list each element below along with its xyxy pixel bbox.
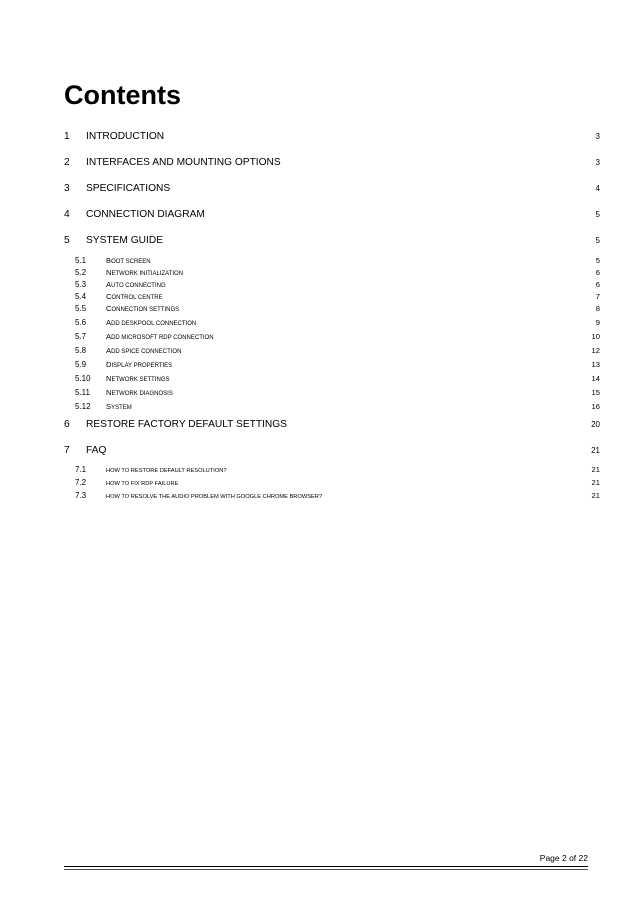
toc-page: 12: [591, 346, 600, 355]
toc-entry-display-properties[interactable]: [0, 360, 638, 371]
toc-label: AUTO CONNECTING: [106, 280, 166, 289]
toc-number: 5.10: [75, 374, 91, 383]
page-number: Page 2 of 22: [539, 853, 588, 863]
toc-number: 7.3: [75, 491, 87, 500]
toc-page: 21: [591, 478, 600, 487]
toc-entry-faq-audio-chrome[interactable]: [0, 491, 638, 502]
toc-label: CONTROL CENTRE: [106, 292, 163, 301]
footer-divider-secondary: [64, 869, 588, 870]
toc-number: 3: [64, 183, 70, 194]
toc-page: 9: [595, 318, 600, 327]
toc-page: 14: [591, 374, 600, 383]
toc-entry-auto-connecting[interactable]: [0, 280, 638, 291]
toc-label: HOW TO FIX RDP FAILURE: [106, 481, 179, 487]
toc-entry-restore-factory[interactable]: [0, 419, 638, 433]
toc-label: SYSTEM GUIDE: [86, 235, 163, 246]
toc-number: 5.2: [75, 268, 87, 277]
toc-number: 7: [64, 445, 70, 456]
toc-page: 21: [591, 465, 600, 474]
toc-number: 1: [64, 131, 70, 142]
toc-label: NETWORK DIAGNOSIS: [106, 388, 173, 397]
toc-page: 5: [595, 210, 600, 219]
toc-page: 6: [595, 268, 600, 277]
toc-label: HOW TO RESTORE DEFAULT RESOLUTION?: [106, 468, 227, 474]
toc-page: 16: [591, 402, 600, 411]
toc-entry-network-initialization[interactable]: [0, 268, 638, 279]
toc-number: 5.8: [75, 346, 87, 355]
toc-page: 7: [595, 292, 600, 301]
toc-number: 5.11: [75, 388, 90, 397]
toc-entry-network-diagnosis[interactable]: [0, 388, 638, 399]
toc-label: NETWORK SETTINGS: [106, 374, 170, 383]
toc-entry-network-settings[interactable]: [0, 374, 638, 385]
toc-entry-faq[interactable]: [0, 445, 638, 459]
toc-label: RESTORE FACTORY DEFAULT SETTINGS: [86, 419, 287, 430]
toc-entry-introduction[interactable]: [0, 131, 638, 145]
toc-number: 5.9: [75, 360, 87, 369]
toc-entry-add-deskpool-connection[interactable]: [0, 318, 638, 329]
toc-entry-add-spice-connection[interactable]: [0, 346, 638, 357]
toc-entry-connection-settings[interactable]: [0, 304, 638, 315]
toc-number: 5.7: [75, 332, 87, 341]
toc-label: CONNECTION DIAGRAM: [86, 209, 205, 220]
toc-entry-add-microsoft-rdp-connection[interactable]: [0, 332, 638, 343]
toc-page: 21: [591, 491, 600, 500]
toc-label: DISPLAY PROPERTIES: [106, 360, 173, 369]
toc-page: 3: [595, 158, 600, 167]
toc-number: 5.5: [75, 304, 87, 313]
toc-number: 5.12: [75, 402, 91, 411]
toc-number: 2: [64, 157, 70, 168]
toc-entry-interfaces[interactable]: [0, 157, 638, 171]
toc-label: SYSTEM: [106, 402, 132, 411]
toc-entry-system[interactable]: [0, 402, 638, 413]
toc-page: 15: [591, 388, 600, 397]
toc-page: 5: [595, 236, 600, 245]
toc-number: 5.6: [75, 318, 87, 327]
toc-page: 10: [591, 332, 600, 341]
toc-number: 7.1: [75, 465, 87, 474]
toc-number: 4: [64, 209, 70, 220]
toc-page: 8: [595, 304, 600, 313]
toc-page: 6: [595, 280, 600, 289]
toc-number: 6: [64, 419, 70, 430]
toc-entry-system-guide[interactable]: [0, 235, 638, 249]
toc-label: CONNECTION SETTINGS: [106, 304, 180, 313]
toc-page: 5: [595, 256, 600, 265]
toc-entry-connection-diagram[interactable]: [0, 209, 638, 223]
toc-label: INTERFACES AND MOUNTING OPTIONS: [86, 157, 281, 168]
toc-entry-faq-rdp-failure[interactable]: [0, 478, 638, 489]
footer-divider: [64, 866, 588, 867]
toc-label: ADD MICROSOFT RDP CONNECTION: [106, 332, 214, 341]
toc-label: ADD SPICE CONNECTION: [106, 346, 182, 355]
page-title: Contents: [64, 80, 181, 110]
toc-label: NETWORK INITIALIZATION: [106, 268, 184, 277]
toc-label: HOW TO RESOLVE THE AUDIO PROBLEM WITH GOOGLE CHROME BROWSER?: [106, 494, 323, 500]
toc-entry-control-centre[interactable]: [0, 292, 638, 303]
toc-entry-faq-restore-resolution[interactable]: [0, 465, 638, 476]
toc-page: 21: [591, 446, 600, 455]
toc-label: INTRODUCTION: [86, 131, 165, 142]
toc-number: 5.4: [75, 292, 87, 301]
toc-label: FAQ: [86, 445, 107, 456]
toc-page: 20: [591, 420, 600, 429]
toc-page: 3: [595, 132, 600, 141]
toc-label: BOOT SCREEN: [106, 256, 151, 265]
toc-entry-specifications[interactable]: [0, 183, 638, 197]
toc-label: ADD DESKPOOL CONNECTION: [106, 318, 197, 327]
toc-number: 5: [64, 235, 70, 246]
toc-page: 4: [595, 184, 600, 193]
toc-number: 7.2: [75, 478, 87, 487]
toc-number: 5.1: [75, 256, 87, 265]
toc-page: 13: [591, 360, 600, 369]
toc-label: SPECIFICATIONS: [86, 183, 171, 194]
toc-number: 5.3: [75, 280, 87, 289]
toc-entry-boot-screen[interactable]: [0, 256, 638, 267]
